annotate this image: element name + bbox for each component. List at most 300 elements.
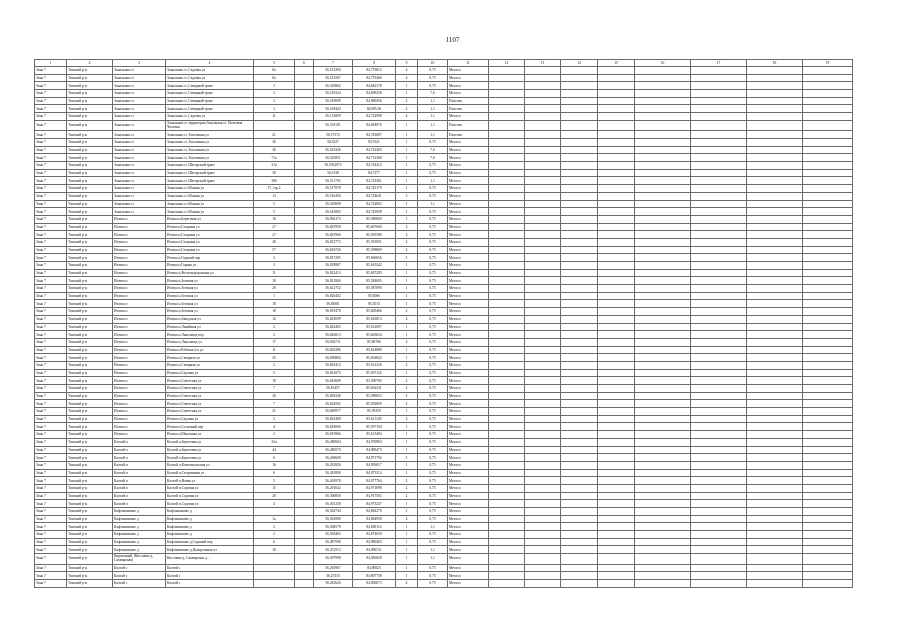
table-cell: Томский р-н: [67, 400, 113, 408]
table-cell: [489, 431, 525, 439]
table-cell: [295, 346, 314, 354]
table-cell: [691, 492, 747, 500]
table-cell: 21: [254, 131, 295, 139]
table-cell: [561, 546, 598, 554]
table-cell: [635, 315, 691, 323]
table-cell: Металл: [448, 323, 489, 331]
table-row: [35, 300, 853, 308]
table-cell: 56,512567: [314, 74, 353, 82]
table-cell: 1: [254, 292, 295, 300]
table-cell: [295, 392, 314, 400]
table-cell: [803, 354, 853, 362]
table-cell: Итатка п: [113, 277, 166, 285]
table-cell: 0,75: [418, 484, 448, 492]
table-cell: [635, 454, 691, 462]
table-cell: [635, 431, 691, 439]
table-cell: 56,525851: [314, 154, 353, 162]
table-cell: 56,81457: [314, 385, 353, 393]
table-cell: [803, 139, 853, 147]
table-cell: [747, 385, 803, 393]
table-cell: 11: [254, 269, 295, 277]
table-cell: Зона 7: [35, 580, 67, 588]
table-cell: 84,80825: [353, 564, 396, 572]
table-cell: Металл: [448, 431, 489, 439]
table-row: [35, 82, 853, 90]
table-cell: [747, 392, 803, 400]
table-cell: [747, 97, 803, 105]
table-row: [35, 508, 853, 516]
table-cell: [598, 185, 635, 193]
table-cell: Итатка п: [113, 269, 166, 277]
table-cell: [561, 431, 598, 439]
table-cell: Металл: [448, 400, 489, 408]
header-cell: 5: [254, 60, 295, 67]
table-cell: Томский р-н: [67, 346, 113, 354]
table-cell: Калтай п,Садовая ул: [166, 484, 254, 492]
table-cell: Зона 7: [35, 508, 67, 516]
table-cell: [525, 67, 561, 75]
table-cell: Томский р-н: [67, 331, 113, 339]
table-cell: Томский р-н: [67, 515, 113, 523]
table-cell: Зона 7: [35, 315, 67, 323]
table-cell: Итатка п,Гагарина ул: [166, 223, 254, 231]
table-cell: [561, 385, 598, 393]
table-cell: [803, 477, 853, 485]
table-cell: [598, 131, 635, 139]
table-cell: [295, 508, 314, 516]
table-cell: Итатка п: [113, 338, 166, 346]
table-cell: [489, 262, 525, 270]
table-cell: [561, 215, 598, 223]
table-cell: Калтай п,Береговая ул: [166, 438, 254, 446]
table-cell: [635, 67, 691, 75]
table-cell: [803, 97, 853, 105]
table-cell: Зональная ст.: [113, 146, 166, 154]
table-cell: 84,985,56: [353, 105, 396, 113]
table-cell: [803, 105, 853, 113]
table-cell: Калтай п: [113, 438, 166, 446]
table-cell: [525, 508, 561, 516]
table-cell: [691, 185, 747, 193]
table-cell: [635, 580, 691, 588]
table-cell: [598, 200, 635, 208]
table-cell: 84,996721: [353, 546, 396, 554]
table-cell: Итатка п: [113, 431, 166, 439]
table-cell: 0,75: [418, 454, 448, 462]
table-cell: Томский р-н: [67, 338, 113, 346]
table-cell: [489, 538, 525, 546]
table-cell: 85,602822: [353, 354, 396, 362]
table-cell: 1: [396, 90, 418, 98]
table-cell: [635, 82, 691, 90]
table-cell: 85,584695: [353, 277, 396, 285]
table-cell: [598, 346, 635, 354]
table-cell: 56,823699: [314, 315, 353, 323]
table-cell: [803, 300, 853, 308]
table-cell: [747, 105, 803, 113]
table-cell: [803, 538, 853, 546]
table-cell: [803, 146, 853, 154]
table-cell: [598, 438, 635, 446]
table-cell: [691, 423, 747, 431]
table-cell: [525, 162, 561, 170]
table-cell: Зональная ст.,Шегарский тракт: [166, 177, 254, 185]
header-cell: 11: [448, 60, 489, 67]
table-cell: 0,75: [418, 572, 448, 580]
table-cell: 56,824592: [314, 400, 353, 408]
table-cell: 1: [396, 446, 418, 454]
table-cell: 3: [254, 90, 295, 98]
table-cell: 1: [396, 564, 418, 572]
table-cell: [803, 120, 853, 131]
table-cell: [598, 477, 635, 485]
table-row: [35, 192, 853, 200]
table-cell: [747, 238, 803, 246]
table-cell: 1,1: [418, 120, 448, 131]
table-cell: 10: [254, 308, 295, 316]
table-cell: Металл: [448, 580, 489, 588]
table-cell: Итатка п,Северная ул: [166, 361, 254, 369]
table-cell: Металл: [448, 477, 489, 485]
table-cell: [489, 323, 525, 331]
table-cell: [489, 131, 525, 139]
table-cell: Зона 7: [35, 515, 67, 523]
table-cell: Зональная ст.,территория Зональная ст. Почтовая Часовня: [166, 120, 254, 131]
table-cell: Калтай п: [113, 492, 166, 500]
table-cell: [747, 120, 803, 131]
table-cell: 0,75: [418, 531, 448, 539]
table-cell: Металл: [448, 185, 489, 193]
table-cell: Зона 7: [35, 262, 67, 270]
table-cell: 1: [396, 431, 418, 439]
table-cell: 0,75: [418, 315, 448, 323]
table-cell: [489, 338, 525, 346]
table-cell: [525, 515, 561, 523]
table-cell: 19: [254, 377, 295, 385]
table-cell: [489, 554, 525, 565]
table-cell: [489, 523, 525, 531]
table-cell: Калтай с: [113, 572, 166, 580]
table-cell: 84,864270: [353, 508, 396, 516]
table-cell: Томский р-н: [67, 323, 113, 331]
table-cell: 84,993017: [353, 461, 396, 469]
table-cell: 5: [254, 477, 295, 485]
table-cell: [803, 415, 853, 423]
table-cell: [254, 572, 295, 580]
table-cell: [254, 580, 295, 588]
table-cell: 85,592869: [353, 400, 396, 408]
table-cell: [635, 269, 691, 277]
table-cell: 1: [396, 454, 418, 462]
table-cell: Металл: [448, 438, 489, 446]
table-cell: Зона 7: [35, 292, 67, 300]
table-cell: Томский р-н: [67, 231, 113, 239]
table-cell: Томский р-н: [67, 531, 113, 539]
table-cell: [635, 169, 691, 177]
table-cell: [525, 369, 561, 377]
table-cell: 13: [254, 192, 295, 200]
table-cell: [295, 484, 314, 492]
table-cell: 0,75: [418, 331, 448, 339]
table-cell: Металл: [448, 484, 489, 492]
table-cell: 1: [396, 154, 418, 162]
table-cell: [561, 154, 598, 162]
table-cell: Томский р-н: [67, 377, 113, 385]
table-cell: Томский р-н: [67, 572, 113, 580]
table-cell: [525, 315, 561, 323]
table-cell: Зона 7: [35, 369, 67, 377]
table-cell: 56,517878: [314, 185, 353, 193]
table-cell: [295, 323, 314, 331]
table-cell: [691, 408, 747, 416]
table-cell: 56,518442: [314, 105, 353, 113]
table-cell: Металл: [448, 385, 489, 393]
table-cell: Зона 7: [35, 531, 67, 539]
table-cell: 56,281826: [314, 461, 353, 469]
table-cell: [691, 554, 747, 565]
table-cell: [525, 246, 561, 254]
table-cell: 84,977764: [353, 477, 396, 485]
table-cell: Зональная ст.,Шегарский тракт: [166, 169, 254, 177]
table-cell: Зональная ст.,Садовая ул: [166, 113, 254, 121]
table-cell: 71а: [254, 154, 295, 162]
table-cell: Металл: [448, 315, 489, 323]
table-cell: [561, 423, 598, 431]
table-cell: [525, 400, 561, 408]
table-cell: [635, 300, 691, 308]
table-cell: 84,975214: [353, 469, 396, 477]
table-row: [35, 315, 853, 323]
table-cell: 0,75: [418, 580, 448, 588]
table-cell: [747, 90, 803, 98]
table-cell: [747, 208, 803, 216]
table-cell: 1: [396, 300, 418, 308]
table-cell: Зона 7: [35, 308, 67, 316]
table-cell: [803, 169, 853, 177]
table-cell: Томский р-н: [67, 538, 113, 546]
table-cell: [525, 254, 561, 262]
table-cell: [747, 454, 803, 462]
table-cell: 85,59359: [353, 408, 396, 416]
table-cell: 2: [254, 331, 295, 339]
table-cell: 56,507998: [314, 554, 353, 565]
table-cell: [561, 446, 598, 454]
table-cell: 85,595586: [353, 231, 396, 239]
table-cell: 56,152899: [314, 113, 353, 121]
table-cell: [803, 431, 853, 439]
table-cell: 85,602231: [353, 385, 396, 393]
table-cell: [561, 315, 598, 323]
table-cell: [525, 377, 561, 385]
table-cell: 1,1: [418, 131, 448, 139]
table-cell: Итатка п,Горная ул: [166, 262, 254, 270]
table-cell: [803, 572, 853, 580]
table-cell: Итатка п,Гагарина ул: [166, 238, 254, 246]
table-cell: [525, 580, 561, 588]
table-cell: 1: [396, 369, 418, 377]
table-row: [35, 97, 853, 105]
table-cell: [635, 492, 691, 500]
table-row: [35, 292, 853, 300]
table-cell: [691, 67, 747, 75]
table-cell: [525, 192, 561, 200]
table-cell: [561, 461, 598, 469]
table-cell: [525, 146, 561, 154]
table-cell: [803, 484, 853, 492]
table-cell: Зона 7: [35, 131, 67, 139]
table-cell: [561, 162, 598, 170]
table-cell: [295, 74, 314, 82]
table-cell: [489, 469, 525, 477]
table-cell: [747, 500, 803, 508]
table-cell: Зональная ст.,Северный тракт: [166, 82, 254, 90]
table-cell: [691, 400, 747, 408]
table-cell: [691, 515, 747, 523]
table-cell: [635, 446, 691, 454]
table-cell: [691, 508, 747, 516]
table-cell: 0,75: [418, 300, 448, 308]
table-cell: [747, 315, 803, 323]
table-cell: Зона 7: [35, 461, 67, 469]
table-cell: 56,281800: [314, 469, 353, 477]
table-cell: 1: [396, 469, 418, 477]
table-cell: 2: [396, 515, 418, 523]
table-cell: Итатка п,Северная ул: [166, 354, 254, 362]
table-cell: 84,745179: [353, 185, 396, 193]
table-cell: 56,523446: [314, 146, 353, 154]
table-cell: 0,75: [418, 277, 448, 285]
table-cell: 85,590769: [353, 377, 396, 385]
table-cell: 0,75: [418, 346, 448, 354]
table-cell: [691, 538, 747, 546]
table-row: [35, 131, 853, 139]
table-cell: 12: [254, 315, 295, 323]
table-cell: [803, 262, 853, 270]
table-cell: Итатка п,Рабочая 2-я ул: [166, 346, 254, 354]
table-cell: [747, 408, 803, 416]
table-cell: 11: [254, 113, 295, 121]
table-cell: 84,807758: [353, 572, 396, 580]
table-row: [35, 400, 853, 408]
table-cell: Металл: [448, 423, 489, 431]
table-cell: Томский р-н: [67, 192, 113, 200]
table-cell: Зональная ст.: [113, 67, 166, 75]
table-cell: [525, 208, 561, 216]
table-cell: Зональная ст.,Шегарский тракт: [166, 162, 254, 170]
table-cell: 2: [396, 338, 418, 346]
table-cell: 16: [254, 546, 295, 554]
table-cell: [489, 492, 525, 500]
table-cell: 84,712368: [353, 154, 396, 162]
table-cell: 2: [396, 238, 418, 246]
table-cell: Металл: [448, 515, 489, 523]
table-cell: Зона 7: [35, 361, 67, 369]
table-cell: Калтай с: [166, 580, 254, 588]
table-cell: [803, 82, 853, 90]
table-cell: [803, 292, 853, 300]
table-cell: 56,568578: [314, 523, 353, 531]
table-row: [35, 392, 853, 400]
table-cell: 85,591851: [353, 238, 396, 246]
table-cell: 56,820286: [314, 346, 353, 354]
table-cell: [254, 120, 295, 131]
header-cell: 2: [67, 60, 113, 67]
table-cell: [803, 113, 853, 121]
table-cell: Томский р-н: [67, 477, 113, 485]
table-cell: Металл: [448, 146, 489, 154]
table-cell: [598, 269, 635, 277]
table-cell: Зональная ст.,Северный тракт: [166, 97, 254, 105]
table-cell: [561, 238, 598, 246]
header-cell: 7: [314, 60, 353, 67]
table-cell: [561, 120, 598, 131]
table-cell: Томский р-н: [67, 354, 113, 362]
table-cell: Итатка п,Горький пер: [166, 254, 254, 262]
table-cell: Итатка п,Советская ул: [166, 377, 254, 385]
table-cell: [598, 238, 635, 246]
table-cell: [635, 508, 691, 516]
table-cell: 2: [396, 477, 418, 485]
table-cell: [635, 346, 691, 354]
table-cell: [561, 564, 598, 572]
table-cell: Зона 7: [35, 431, 67, 439]
table-cell: 0,75: [418, 246, 448, 254]
table-cell: Зональная ст.: [113, 162, 166, 170]
table-cell: 2: [254, 523, 295, 531]
header-row: [35, 60, 853, 67]
table-cell: Зона 7: [35, 572, 67, 580]
table-cell: Итатка п: [113, 223, 166, 231]
table-cell: [598, 354, 635, 362]
table-cell: Зональная ст.: [113, 192, 166, 200]
table-cell: [489, 461, 525, 469]
table-cell: [747, 177, 803, 185]
table-cell: [489, 531, 525, 539]
table-cell: Калтай п: [113, 477, 166, 485]
table-cell: 84,699258: [353, 90, 396, 98]
table-cell: 2: [396, 377, 418, 385]
table-cell: [635, 285, 691, 293]
table-cell: 56,822405: [314, 323, 353, 331]
table-cell: [691, 82, 747, 90]
table-row: [35, 162, 853, 170]
table-cell: 0,75: [418, 415, 448, 423]
table-cell: [598, 423, 635, 431]
table-cell: [747, 377, 803, 385]
table-cell: [803, 385, 853, 393]
table-cell: [525, 446, 561, 454]
table-cell: [525, 523, 561, 531]
table-cell: [635, 377, 691, 385]
table-cell: Итатка п,Зеленая ул: [166, 300, 254, 308]
table-cell: [747, 477, 803, 485]
table-cell: [691, 246, 747, 254]
table-cell: 56,822414: [314, 269, 353, 277]
table-cell: [295, 564, 314, 572]
table-cell: Зона 7: [35, 438, 67, 446]
table-cell: [598, 538, 635, 546]
table-cell: [598, 515, 635, 523]
table-cell: 5: [254, 369, 295, 377]
table-row: [35, 331, 853, 339]
table-cell: 1: [396, 508, 418, 516]
table-cell: Итатка п,Садовая ул: [166, 369, 254, 377]
table-cell: Итатка п,Садовая ул: [166, 415, 254, 423]
table-cell: [561, 346, 598, 354]
table-cell: [747, 74, 803, 82]
table-cell: 56,280684: [314, 438, 353, 446]
table-cell: Металл: [448, 361, 489, 369]
